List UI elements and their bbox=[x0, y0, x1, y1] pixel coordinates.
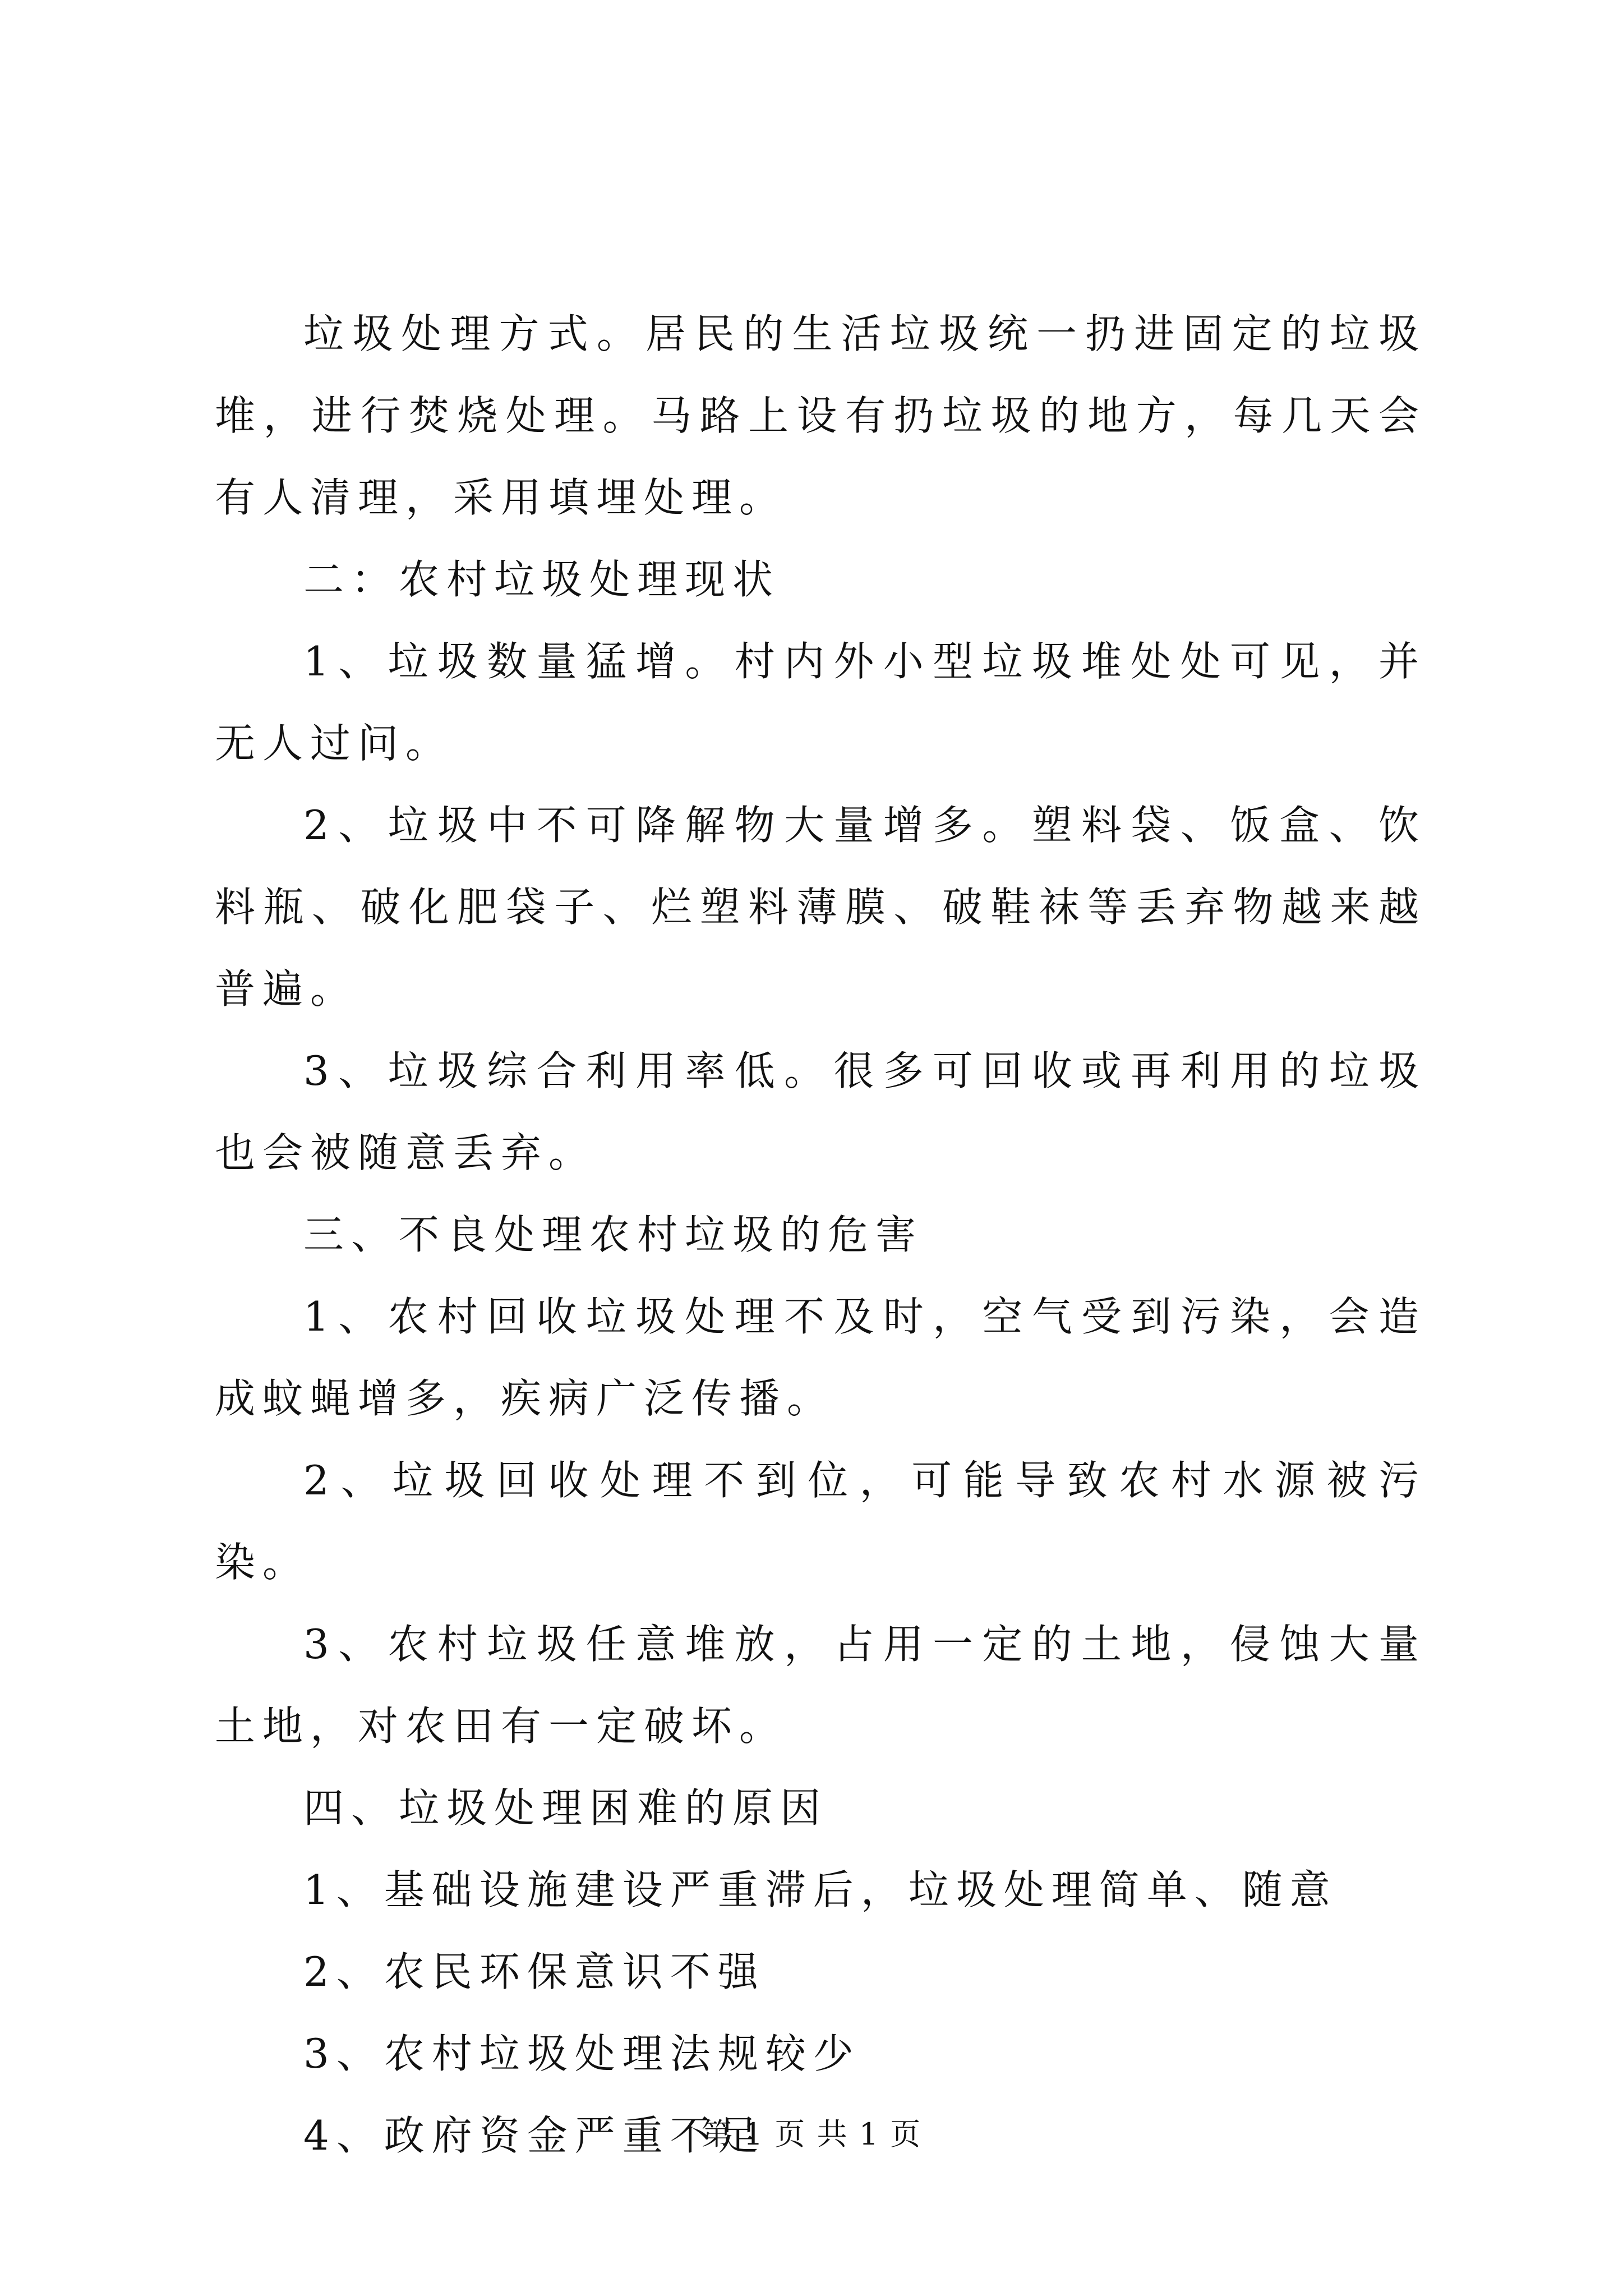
document-body bbox=[215, 293, 1426, 2177]
list-item-reason-1: 1、基础设施建设严重滞后，垃圾处理简单、随意 bbox=[303, 1866, 1338, 1913]
list-item-status-1: 1、垃圾数量猛增。村内外小型垃圾堆处处可见，并无人过问。 bbox=[215, 638, 1426, 767]
paragraph-waste-disposal-method: 垃圾处理方式。居民的生活垃圾统一扔进固定的垃圾堆，进行焚烧处理。马路上设有扔垃圾的地方，每几天会有人清理，采用填埋处理。 bbox=[215, 310, 1426, 521]
heading-rural-waste-status: 二：农村垃圾处理现状 bbox=[303, 556, 781, 603]
list-item-reason-4: 4、政府资金严重不足 bbox=[303, 2112, 766, 2159]
list-item-hazard-1: 1、农村回收垃圾处理不及时，空气受到污染，会造成蚊蝇增多，疾病广泛传播。 bbox=[215, 1293, 1426, 1422]
list-item-reason-3: 3、农村垃圾处理法规较少 bbox=[303, 2030, 861, 2077]
heading-difficulty-reasons: 四、垃圾处理困难的原因 bbox=[303, 1784, 828, 1832]
heading-waste-hazards: 三、不良处理农村垃圾的危害 bbox=[303, 1211, 924, 1258]
list-item-hazard-2: 2、垃圾回收处理不到位，可能导致农村水源被污染。 bbox=[215, 1457, 1426, 1586]
list-item-status-2: 2、垃圾中不可降解物大量增多。塑料袋、饭盒、饮料瓶、破化肥袋子、烂塑料薄膜、破鞋袜等丢弃物越来越普遍。 bbox=[215, 802, 1426, 1013]
list-item-reason-2: 2、农民环保意识不强 bbox=[303, 1948, 766, 1995]
page-number-footer: 第 1 页 共 1 页 bbox=[701, 2116, 922, 2152]
list-item-status-3: 3、垃圾综合利用率低。很多可回收或再利用的垃圾也会被随意丢弃。 bbox=[215, 1047, 1426, 1176]
list-item-hazard-3: 3、农村垃圾任意堆放，占用一定的土地，侵蚀大量土地，对农田有一定破坏。 bbox=[215, 1621, 1426, 1750]
